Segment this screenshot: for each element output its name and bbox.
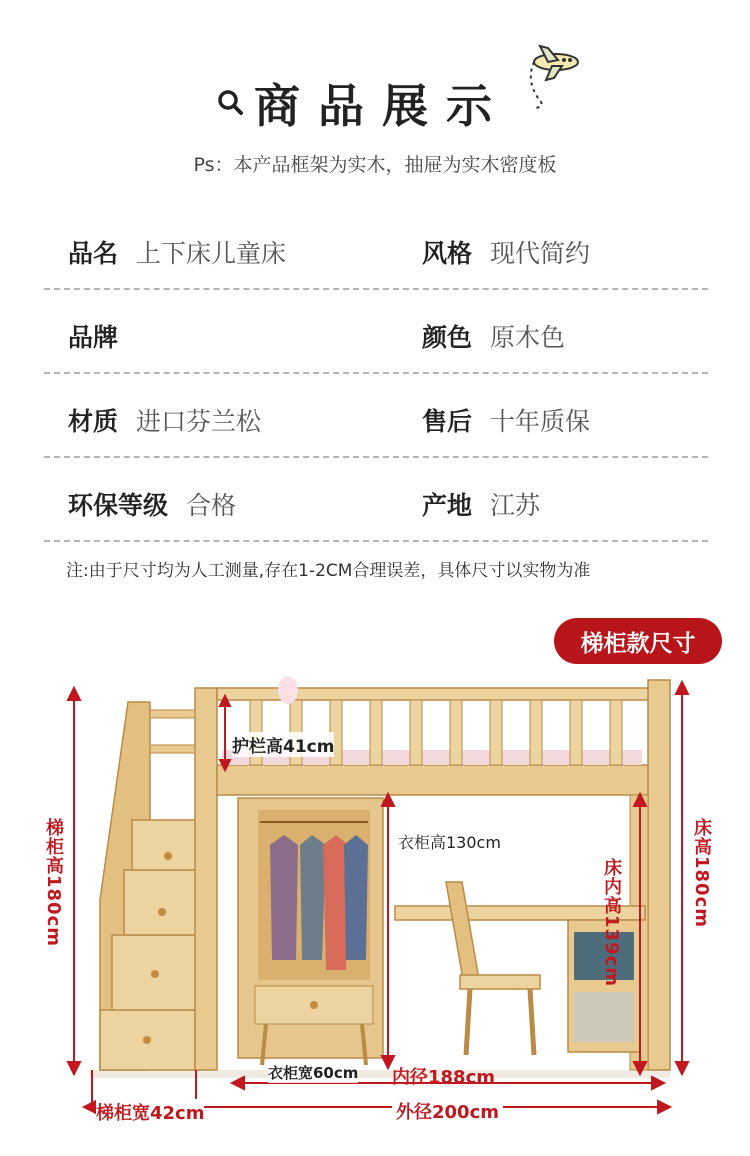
spec-cell-material <box>68 402 261 438</box>
bed-height-label: 床高180cm <box>691 818 712 928</box>
bed-dimension-diagram <box>0 670 750 1156</box>
spec-value: 原木色 <box>490 323 566 352</box>
spec-row <box>44 290 708 374</box>
bed-illustration <box>0 670 750 1156</box>
size-badge: 梯柜款尺寸 <box>554 618 722 664</box>
search-icon <box>216 88 246 118</box>
wardrobe-width-label: 衣柜宽60cm <box>268 1064 359 1082</box>
subtitle: Ps：本产品框架为实木，抽屉为实木密度板 <box>193 154 557 176</box>
spec-cell-origin <box>422 486 540 522</box>
spec-value: 合格 <box>186 491 237 520</box>
outer-length-label: 外径200cm <box>392 1098 503 1124</box>
spec-label: 风格 <box>422 239 473 268</box>
spec-label: 售后 <box>422 407 473 436</box>
spec-label: 材质 <box>68 407 119 436</box>
spec-table <box>44 206 708 542</box>
spec-cell-brand <box>68 318 136 354</box>
inner-length-label: 内径188cm <box>392 1067 495 1088</box>
spec-label: 产地 <box>422 491 473 520</box>
spec-label: 品牌 <box>68 323 119 352</box>
spec-row <box>44 458 708 542</box>
spec-cell-aftersale <box>422 402 590 438</box>
header <box>0 40 750 176</box>
spec-cell-style <box>422 234 590 270</box>
stair-height-label: 梯柜高180cm <box>43 818 64 947</box>
measurement-note: 注:由于尺寸均为人工测量,存在1-2CM合理误差，具体尺寸以实物为准 <box>66 561 591 581</box>
spec-cell-name <box>68 234 286 270</box>
spec-label: 颜色 <box>422 323 473 352</box>
bed-inner-height-label: 床内高139cm <box>601 858 622 987</box>
spec-value: 现代简约 <box>490 239 591 268</box>
spec-value: 江苏 <box>490 491 541 520</box>
stair-width-label: 梯柜宽42cm <box>96 1099 204 1125</box>
guardrail-height-label: 护栏高41cm <box>232 732 334 757</box>
spec-value: 上下床儿童床 <box>136 239 287 268</box>
spec-value: 进口芬兰松 <box>136 407 262 436</box>
title-row <box>216 70 510 136</box>
spec-row <box>44 374 708 458</box>
spec-label: 环保等级 <box>68 491 169 520</box>
spec-cell-eco-level <box>68 486 236 522</box>
spec-cell-color <box>422 318 565 354</box>
plane-icon <box>518 40 588 110</box>
page-title: 商品展示 <box>254 79 510 133</box>
spec-label: 品名 <box>68 239 119 268</box>
wardrobe-height-label: 衣柜高130cm <box>398 830 501 853</box>
spec-value: 十年质保 <box>490 407 591 436</box>
spec-row <box>44 206 708 290</box>
